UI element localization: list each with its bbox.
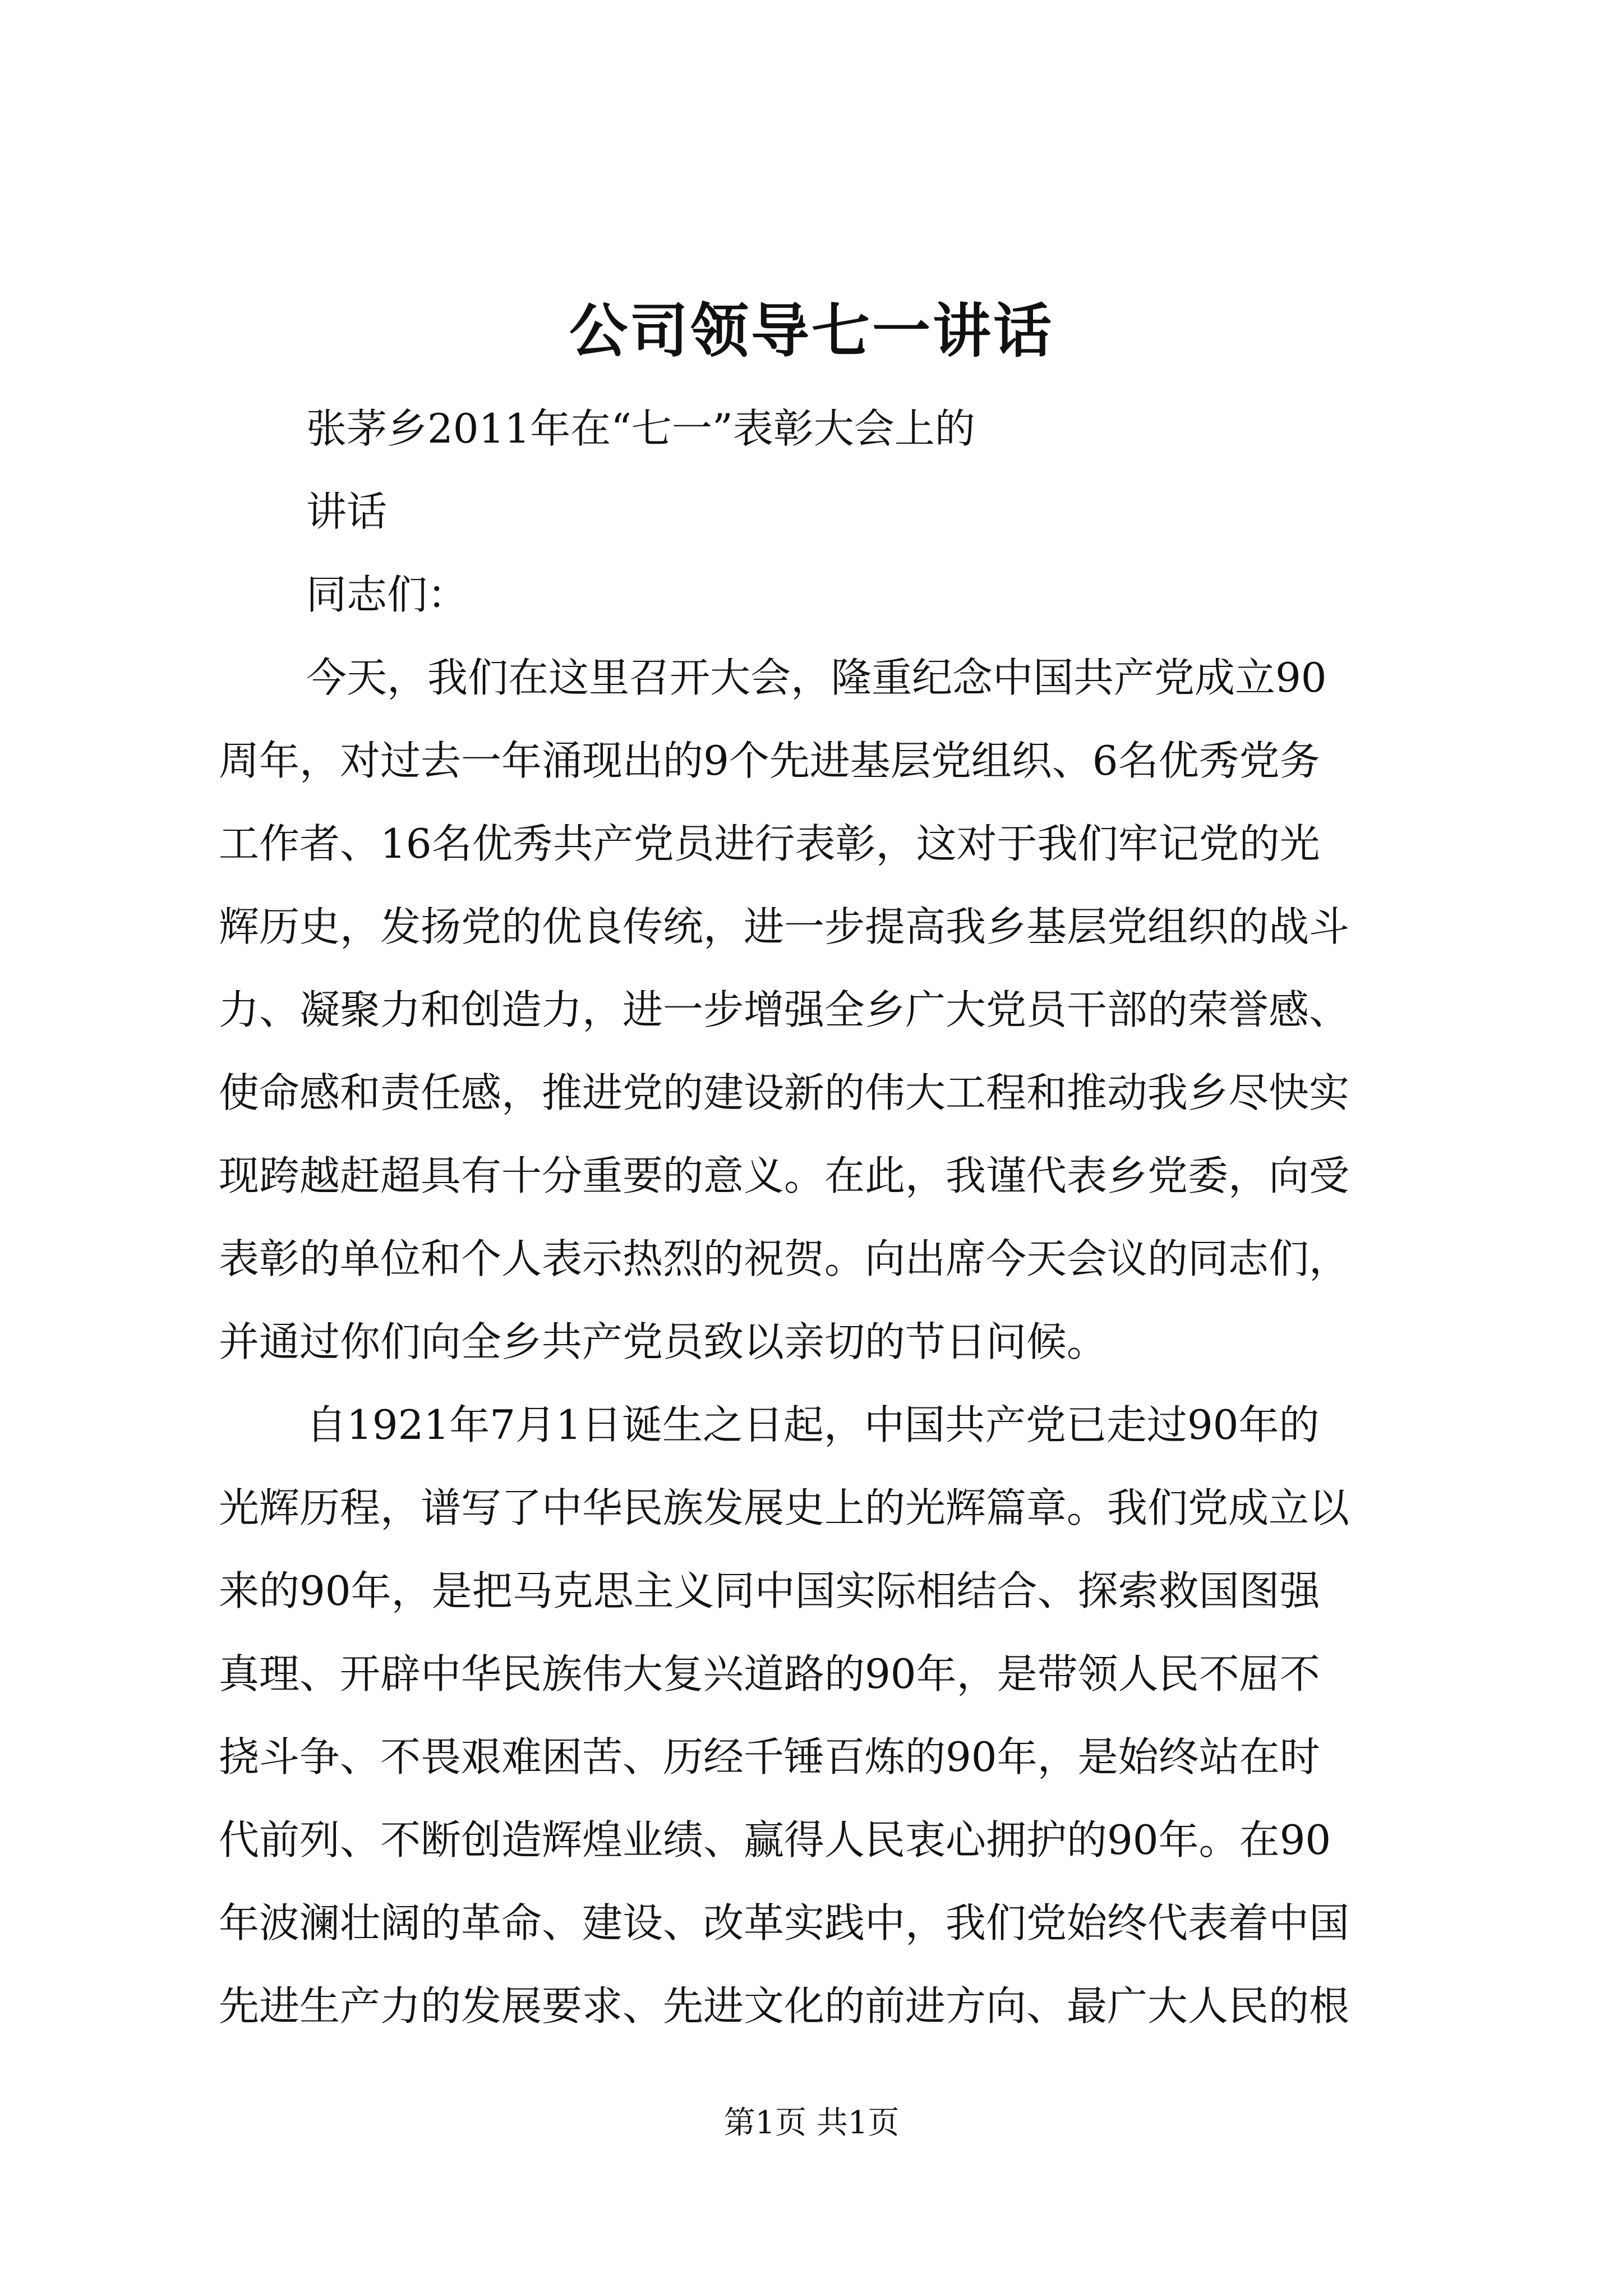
paragraph-1 bbox=[219, 636, 1413, 1383]
page-footer: 第1页 共1页 bbox=[723, 2105, 900, 2141]
subtitle-line: 张茅乡2011年在“七一”表彰大会上的 bbox=[306, 405, 975, 452]
paragraph-line: 代前列、不断创造辉煌业绩、赢得人民衷心拥护的90年。在90 bbox=[219, 1816, 1331, 1864]
document-title: 公司领导七一讲话 bbox=[569, 296, 1054, 365]
paragraph-line: 来的90年，是把马克思主义同中国实际相结合、探索救国图强 bbox=[219, 1567, 1320, 1614]
paragraph-line: 光辉历程，谱写了中华民族发展史上的光辉篇章。我们党成立以 bbox=[219, 1484, 1350, 1531]
paragraph-line: 年波澜壮阔的革命、建设、改革实践中，我们党始终代表着中国 bbox=[219, 1899, 1350, 1947]
paragraph-line: 表彰的单位和个人表示热烈的祝贺。向出席今天会议的同志们， bbox=[219, 1235, 1350, 1282]
paragraph-line: 现跨越赶超具有十分重要的意义。在此，我谨代表乡党委，向受 bbox=[219, 1152, 1350, 1199]
paragraph-line: 周年，对过去一年涌现出的9个先进基层党组织、6名优秀党务 bbox=[219, 737, 1320, 784]
paragraph-line: 工作者、16名优秀共产党员进行表彰，这对于我们牢记党的光 bbox=[219, 820, 1320, 867]
paragraph-line: 使命感和责任感，推进党的建设新的伟大工程和推动我乡尽快实 bbox=[219, 1069, 1350, 1116]
paragraph-line: 力、凝聚力和创造力，进一步增强全乡广大党员干部的荣誉感、 bbox=[219, 986, 1350, 1033]
paragraph-line: 真理、开辟中华民族伟大复兴道路的90年，是带领人民不屈不 bbox=[219, 1650, 1320, 1697]
paragraph-2 bbox=[219, 1383, 1413, 2047]
paragraph-line: 挠斗争、不畏艰难困苦、历经千锤百炼的90年，是始终站在时 bbox=[219, 1733, 1320, 1780]
document-body bbox=[219, 387, 1413, 2047]
paragraph-line: 今天，我们在这里召开大会，隆重纪念中国共产党成立90 bbox=[306, 654, 1327, 701]
salutation: 同志们： bbox=[306, 571, 468, 618]
paragraph-line: 辉历史，发扬党的优良传统，进一步提高我乡基层党组织的战斗 bbox=[219, 903, 1350, 950]
paragraph-line: 先进生产力的发展要求、先进文化的前进方向、最广大人民的根 bbox=[219, 1982, 1350, 2030]
subtitle-line: 讲话 bbox=[306, 488, 388, 535]
paragraph-line: 自1921年7月1日诞生之日起，中国共产党已走过90年的 bbox=[306, 1401, 1320, 1448]
paragraph-line: 并通过你们向全乡共产党员致以亲切的节日问候。 bbox=[219, 1318, 1108, 1365]
